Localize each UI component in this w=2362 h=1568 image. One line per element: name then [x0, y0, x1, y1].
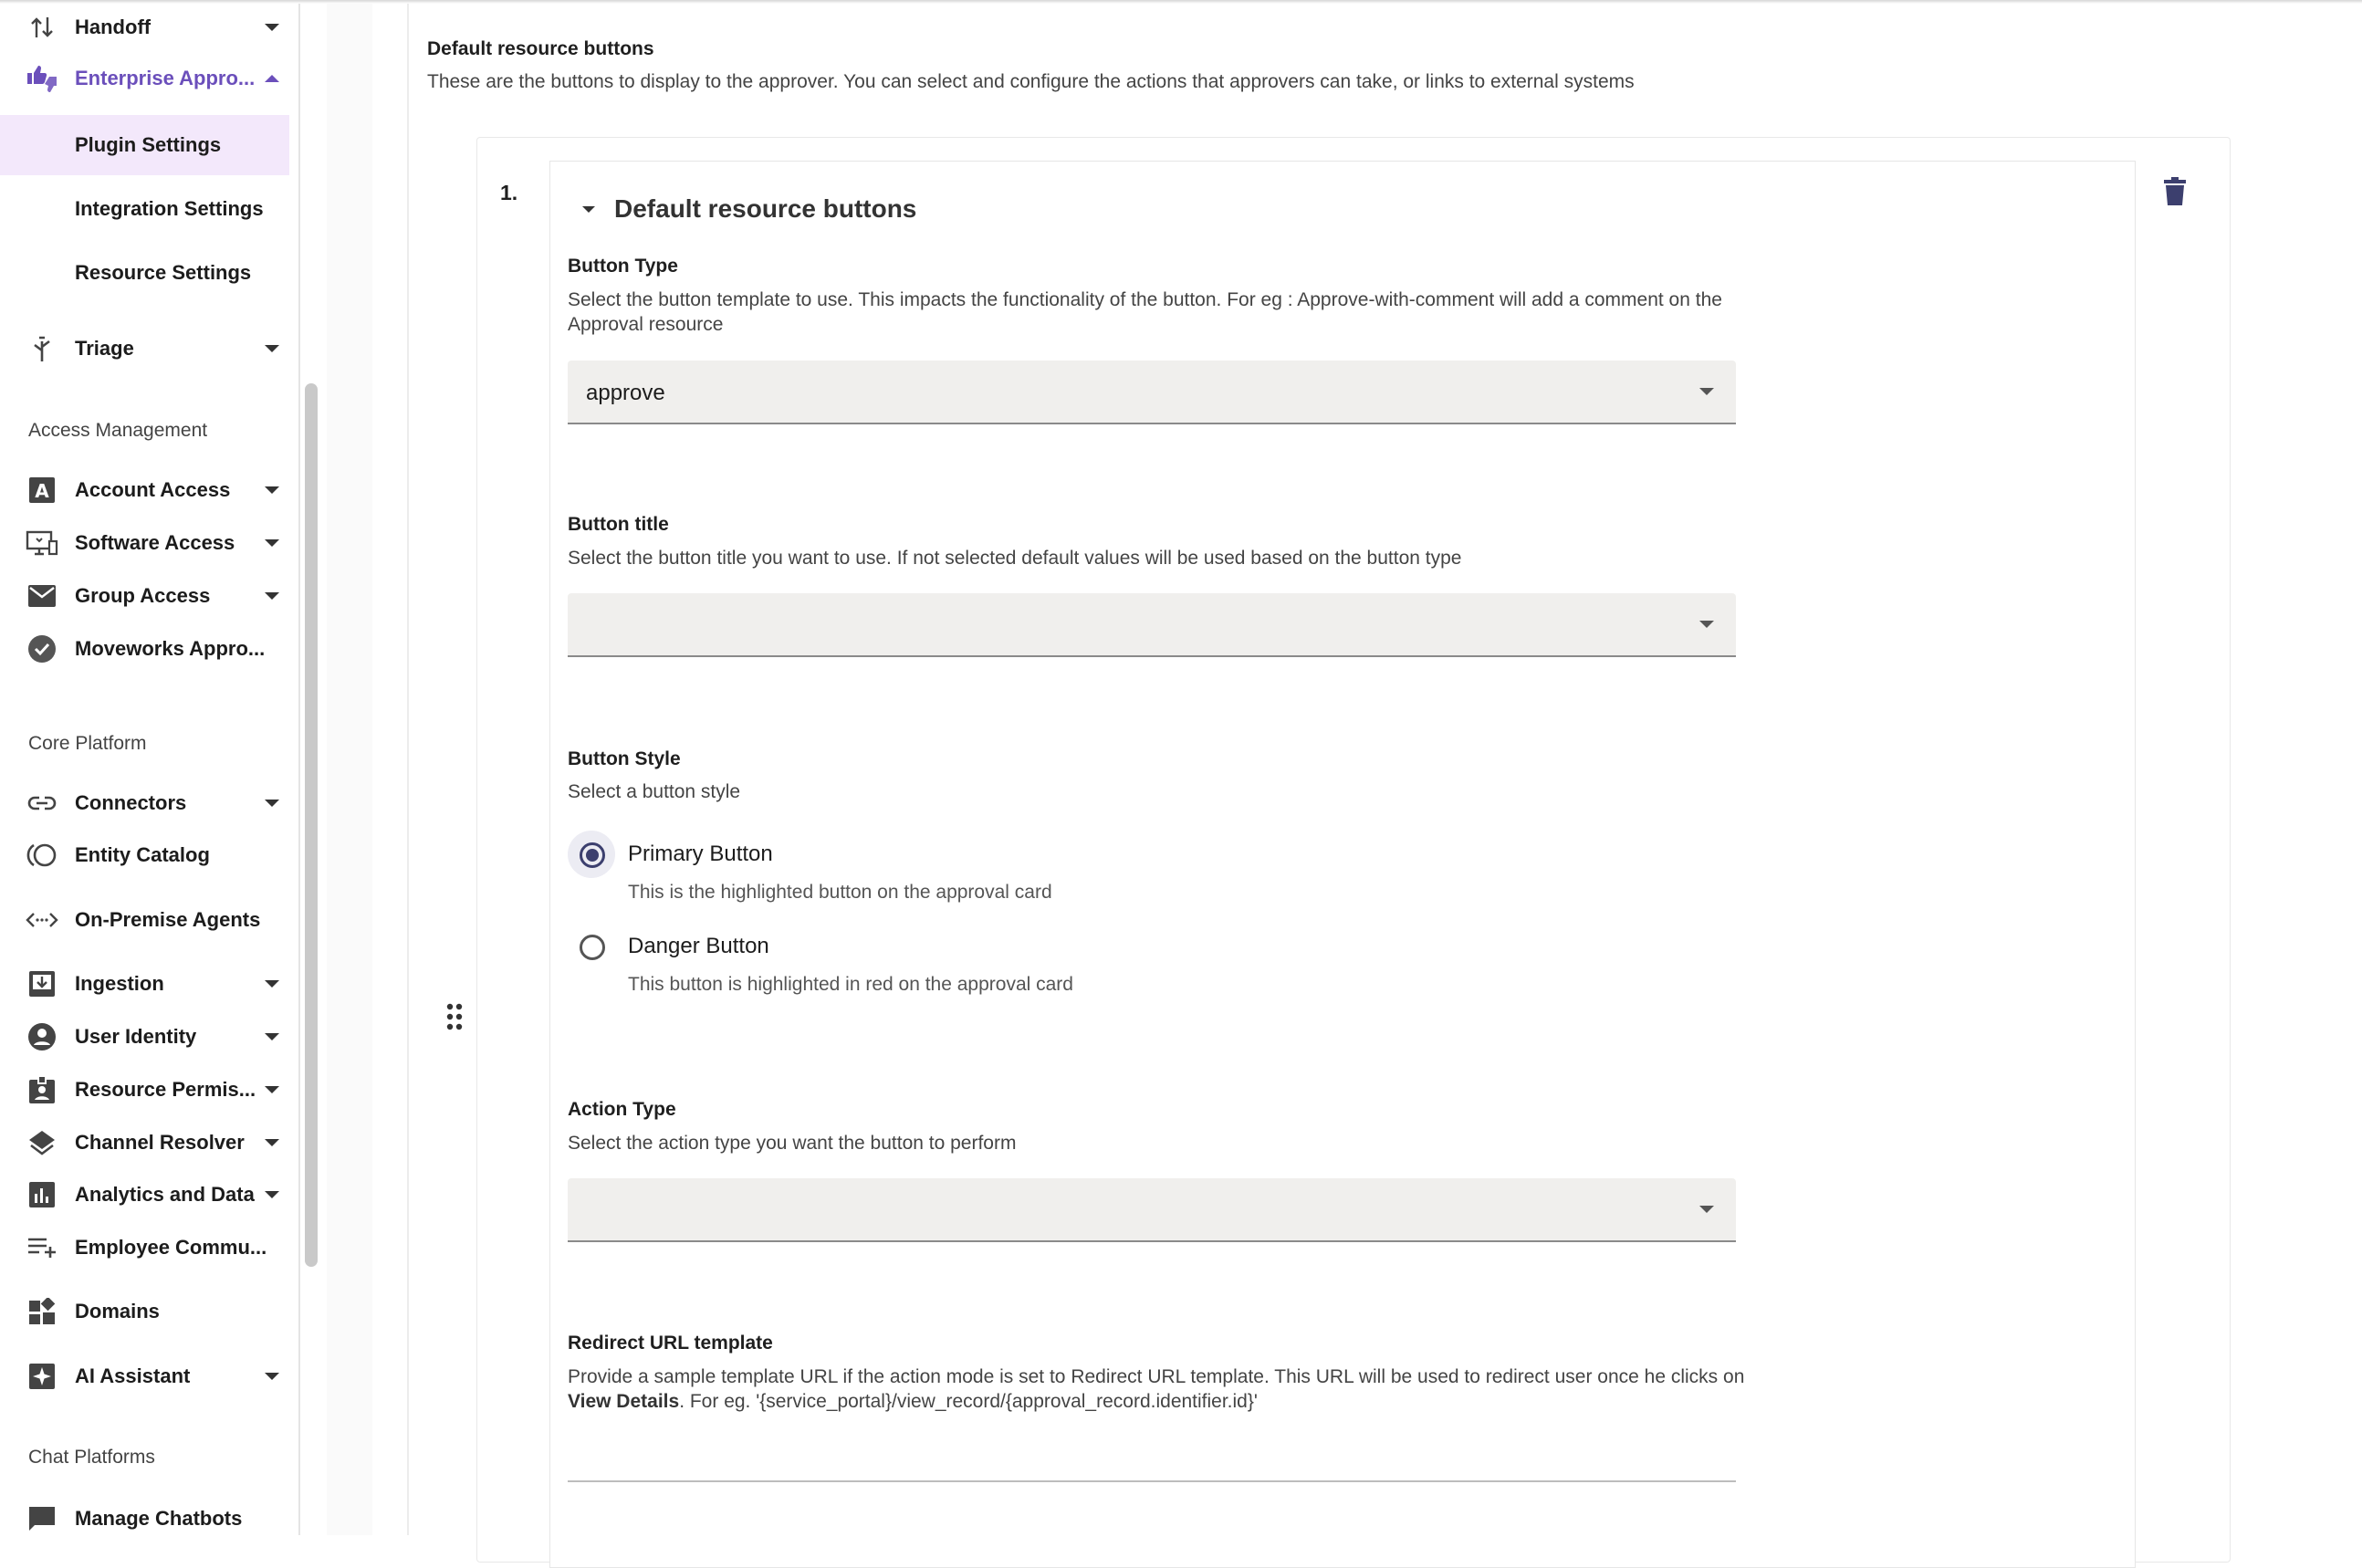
- chevron-down-icon[interactable]: [265, 980, 279, 988]
- chevron-down-icon[interactable]: [265, 1086, 279, 1093]
- chevron-down-icon[interactable]: [265, 800, 279, 807]
- action-type-select[interactable]: [568, 1178, 1736, 1242]
- sidebar-item-entity-catalog[interactable]: Entity Catalog: [0, 830, 289, 881]
- chevron-down-icon[interactable]: [265, 1373, 279, 1380]
- sparkle-icon: [26, 1360, 58, 1393]
- primary-button-label[interactable]: Primary Button: [628, 841, 773, 866]
- sidebar-scrollbar[interactable]: [305, 383, 318, 1267]
- chevron-down-icon[interactable]: [265, 486, 279, 494]
- button-title-label: Button title: [568, 514, 669, 535]
- layers-icon: [26, 1126, 58, 1159]
- sidebar-item-ingestion[interactable]: Ingestion: [0, 958, 289, 1009]
- sidebar-item-user-identity[interactable]: User Identity: [0, 1011, 289, 1062]
- sidebar-item-connectors[interactable]: Connectors: [0, 778, 289, 829]
- section-title-core-platform: Core Platform: [28, 733, 147, 754]
- delete-icon[interactable]: [2163, 177, 2187, 211]
- section-title-chat-platforms: Chat Platforms: [28, 1447, 155, 1468]
- primary-button-radio[interactable]: [568, 831, 615, 878]
- section-title-access-management: Access Management: [28, 420, 208, 441]
- primary-button-description: This is the highlighted button on the approval card: [628, 882, 1052, 903]
- item-index: 1.: [500, 181, 518, 204]
- danger-button-description: This button is highlighted in red on the approval card: [628, 974, 1073, 995]
- entity-catalog-icon: [26, 839, 58, 872]
- sidebar-item-ai-assistant[interactable]: AI Assistant: [0, 1351, 289, 1402]
- software-access-icon: [26, 527, 58, 559]
- button-style-description: Select a button style: [568, 781, 741, 802]
- check-circle-icon: [26, 632, 58, 665]
- sidebar-item-analytics-and-data[interactable]: Analytics and Data: [0, 1169, 289, 1220]
- dashboard-icon: [26, 1295, 58, 1328]
- chevron-down-icon[interactable]: [265, 345, 279, 352]
- button-type-select[interactable]: [568, 361, 1736, 424]
- sidebar-item-handoff[interactable]: Handoff: [0, 2, 289, 53]
- sidebar-item-account-access[interactable]: A Account Access: [0, 465, 289, 516]
- redirect-url-input[interactable]: [568, 1480, 1736, 1482]
- sidebar-item-resource-settings[interactable]: Resource Settings: [75, 261, 252, 284]
- sidebar-item-software-access[interactable]: Software Access: [0, 517, 289, 569]
- chevron-down-icon[interactable]: [265, 1139, 279, 1146]
- account-circle-icon: [26, 1020, 58, 1053]
- main-content: [409, 0, 2362, 1535]
- sidebar: [0, 0, 300, 1535]
- sidebar-item-triage[interactable]: Triage: [0, 323, 289, 374]
- sidebar-item-manage-chatbots[interactable]: Manage Chatbots: [0, 1493, 289, 1535]
- inbox-download-icon: [26, 967, 58, 1000]
- section-title: Default resource buttons: [427, 38, 654, 59]
- sidebar-item-group-access[interactable]: Group Access: [0, 570, 289, 622]
- sidebar-item-integration-settings[interactable]: Integration Settings: [75, 197, 264, 220]
- chevron-down-icon[interactable]: [265, 539, 279, 547]
- sidebar-item-on-premise-agents[interactable]: On-Premise Agents: [0, 894, 289, 946]
- redirect-url-label: Redirect URL template: [568, 1333, 773, 1354]
- handoff-icon: [26, 11, 58, 44]
- redirect-url-description: Provide a sample template URL if the action mode is set to Redirect URL template. This URL will be used to redirect user once he clicks on View Details. For eg. '{service_portal}/view_record/{approval_record.identifier.id}': [568, 1366, 1745, 1412]
- thumbs-up-down-icon: [26, 62, 58, 95]
- sidebar-item-moveworks-approvals[interactable]: Moveworks Appro...: [0, 623, 289, 674]
- button-type-label: Button Type: [568, 256, 678, 277]
- chevron-down-icon[interactable]: [265, 1033, 279, 1040]
- sidebar-item-channel-resolver[interactable]: Channel Resolver: [0, 1117, 289, 1168]
- chevron-up-icon[interactable]: [265, 75, 279, 82]
- chevron-down-icon: [1699, 621, 1714, 628]
- sidebar-item-domains[interactable]: Domains: [0, 1286, 289, 1337]
- chevron-down-icon[interactable]: [265, 24, 279, 31]
- action-type-description: Select the action type you want the button to perform: [568, 1133, 1017, 1154]
- button-style-label: Button Style: [568, 748, 681, 769]
- bar-chart-icon: [26, 1178, 58, 1211]
- badge-icon: [26, 1073, 58, 1106]
- collapse-caret-icon[interactable]: [582, 206, 595, 213]
- danger-button-radio[interactable]: [568, 923, 615, 970]
- chevron-down-icon[interactable]: [265, 592, 279, 600]
- button-title-select[interactable]: [568, 593, 1736, 657]
- action-type-label: Action Type: [568, 1099, 676, 1120]
- top-shadow: [0, 0, 2362, 4]
- triage-icon: [26, 332, 58, 365]
- playlist-add-icon: [26, 1231, 58, 1264]
- main-gutter: [327, 0, 372, 1535]
- section-description: These are the buttons to display to the approver. You can select and configure the actions that approvers can take, or links to external systems: [427, 71, 1635, 92]
- button-type-value: approve: [586, 381, 665, 405]
- drag-handle-icon[interactable]: [445, 1002, 464, 1036]
- chevron-down-icon: [1699, 388, 1714, 395]
- danger-button-label[interactable]: Danger Button: [628, 934, 769, 958]
- sidebar-item-enterprise-approvals[interactable]: Enterprise Appro...: [0, 53, 289, 104]
- svg-text:A: A: [35, 480, 49, 502]
- sidebar-item-resource-permissions[interactable]: Resource Permis...: [0, 1064, 289, 1115]
- account-access-icon: [26, 474, 58, 507]
- button-type-description: Select the button template to use. This impacts the functionality of the button. For eg : Approve-with-comment will add a comment on the Approval resource: [568, 289, 1722, 335]
- card-heading[interactable]: Default resource buttons: [614, 194, 917, 223]
- sidebar-item-plugin-settings[interactable]: Plugin Settings: [0, 115, 289, 175]
- chat-bubble-icon: [26, 1502, 58, 1535]
- radio-checked-icon: [580, 842, 605, 868]
- radio-unchecked-icon: [580, 935, 605, 960]
- chevron-down-icon: [1699, 1206, 1714, 1213]
- sidebar-item-employee-communications[interactable]: Employee Commu...: [0, 1222, 289, 1273]
- envelope-icon: [26, 580, 58, 612]
- code-arrows-icon: [26, 904, 58, 936]
- button-title-description: Select the button title you want to use. If not selected default values will be used based on the button type: [568, 548, 1462, 569]
- link-icon: [26, 787, 58, 820]
- chevron-down-icon[interactable]: [265, 1191, 279, 1198]
